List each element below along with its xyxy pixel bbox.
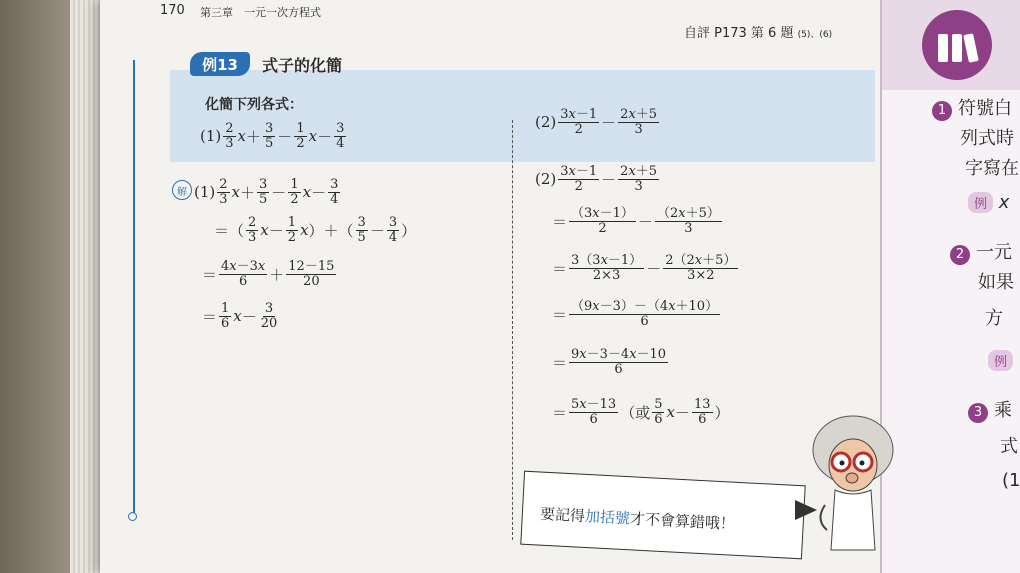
bubble-post: 才不會算錯哦！ — [629, 509, 736, 534]
sidebar-num-2: 2 — [950, 245, 970, 265]
sidebar-item-2-title: 一元 — [976, 242, 1012, 263]
sidebar-item-3 — [968, 396, 1012, 423]
problem-1: (1) 2 3 x ＋ 3 5 － 1 2 x － 3 4 — [200, 121, 345, 151]
sidebar-example-2 — [988, 350, 1013, 371]
professor-cartoon — [805, 410, 900, 560]
self-ref-parts: (5)、(6) — [797, 30, 833, 40]
sidebar-item-3-line2: 式 — [1000, 436, 1018, 457]
solution-mark: 解 — [172, 180, 192, 200]
sidebar-num-1: 1 — [932, 101, 952, 121]
sidebar-item-3-title: 乘 — [994, 400, 1012, 421]
bubble-emphasis: 加括號 — [584, 507, 631, 528]
column-divider — [512, 120, 513, 540]
solution-2-line-3: ＝ 3（3x－1） 2×3 － 2（2x＋5） 3×2 — [552, 253, 737, 283]
example-title: 式子的化簡 — [262, 56, 343, 75]
instruction: 化簡下列各式： — [205, 97, 303, 113]
solution-2-line-5: ＝ 9x－3－4x－10 6 — [552, 347, 667, 377]
problem-2: (2) 3x－1 2 － 2x＋5 3 — [535, 107, 658, 137]
example-badge: 例13 — [190, 52, 250, 76]
margin-rule — [133, 60, 135, 515]
label-2: (2) — [535, 113, 557, 132]
sidebar-item-1-line3: 字寫在 — [965, 158, 1019, 179]
label-1: (1) — [200, 127, 222, 146]
books-icon — [922, 10, 992, 80]
chapter-title: 第三章 一元一次方程式 — [200, 6, 321, 19]
sidebar-ex-badge-2: 例 — [988, 350, 1013, 371]
sidebar-num-3: 3 — [968, 403, 988, 423]
sidebar-ex-tail-1: x — [998, 192, 1010, 213]
solution-2-line-1: (2) 3x－1 2 － 2x＋5 3 — [535, 164, 658, 194]
sol-label-1: (1) — [194, 183, 216, 202]
sidebar-ex-badge-1: 例 — [968, 192, 993, 213]
page-number: 170 — [160, 3, 185, 18]
solution-1-line-3: ＝ 4x－3x 6 ＋ 12－15 20 — [202, 259, 335, 289]
solution-2-line-4: ＝ （9x－3）－（4x＋10） 6 — [552, 299, 719, 329]
sidebar-item-2-line2: 如果 — [978, 272, 1014, 293]
sidebar-item-1-line2: 列式時 — [960, 128, 1014, 149]
sidebar-item-2 — [950, 238, 1012, 265]
self-assessment-ref — [684, 22, 832, 41]
bubble-pre: 要記得 — [539, 504, 586, 526]
self-ref-text: 自評 P173 第 6 題 — [684, 26, 794, 41]
solution-2-line-2: ＝ （3x－1） 2 － （2x＋5） 3 — [552, 206, 720, 236]
solution-1-line-1: (1) 2 3 x ＋ 3 5 － 1 2 x － 3 4 — [194, 177, 339, 207]
sol-label-2: (2) — [535, 170, 557, 189]
sidebar-example-1 — [968, 192, 1009, 213]
margin-rule-end — [128, 512, 137, 521]
solution-1-line-2: ＝（ 2 3 x － 1 2 x ）＋（ 3 5 － 3 4 ） — [214, 215, 417, 245]
sidebar-item-3-line3: (1 — [1002, 470, 1020, 491]
sidebar-item-2-line3: 方 — [985, 308, 1003, 329]
solution-1-line-4: ＝ 1 6 x － 3 20 — [202, 301, 278, 331]
sidebar-item-1 — [932, 94, 1012, 121]
solution-2-line-6: ＝ 5x－13 6 （或 5 6 x － 13 6 ） — [552, 397, 730, 427]
sidebar-item-1-title: 符號白 — [958, 98, 1012, 119]
